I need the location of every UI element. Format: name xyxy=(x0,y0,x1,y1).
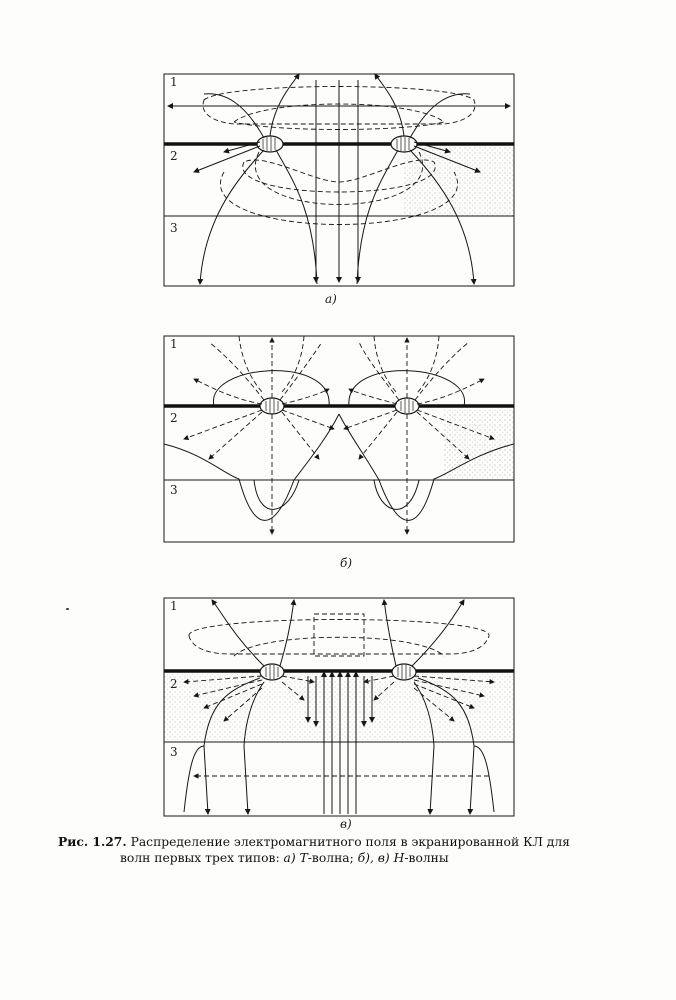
caption-mark-a: а) xyxy=(283,851,296,865)
conductor-left xyxy=(257,136,283,152)
caption-text-1: Распределение электромагнитного поля в экранированной КЛ для xyxy=(130,835,570,849)
layer-label-1: 1 xyxy=(170,599,178,613)
layer-label-2: 2 xyxy=(170,149,178,163)
caption-text-2a: волн первых трех типов: xyxy=(120,851,284,865)
panel-a-label: a) xyxy=(325,292,337,306)
caption-line-1 xyxy=(58,834,628,850)
panel-b-label: б) xyxy=(340,556,353,570)
caption-t-symbol: T xyxy=(295,851,308,865)
conductor-left xyxy=(260,664,284,680)
panel-c-label: в) xyxy=(340,817,352,831)
caption-h-symbol: H xyxy=(389,851,405,865)
field-diagram-c xyxy=(164,596,514,818)
field-diagram-b xyxy=(164,334,514,544)
figure-panel-a xyxy=(164,72,514,288)
dielectric-stipple xyxy=(444,410,514,480)
caption-line-2 xyxy=(58,850,628,866)
layer-label-1: 1 xyxy=(170,337,178,351)
conductor-right xyxy=(392,664,416,680)
layer-label-3: 3 xyxy=(170,221,178,235)
layer-label-3: 3 xyxy=(170,483,178,497)
layer-label-1: 1 xyxy=(170,75,178,89)
layer-label-2: 2 xyxy=(170,411,178,425)
print-speck xyxy=(66,608,69,610)
figure-panel-c xyxy=(164,596,514,818)
caption-text-2b: -волна; xyxy=(307,851,358,865)
field-diagram-a xyxy=(164,72,514,288)
figure-panel-b xyxy=(164,334,514,544)
caption-figure-number: Рис. 1.27. xyxy=(58,834,127,849)
figure-caption xyxy=(58,834,628,866)
conductor-right xyxy=(391,136,417,152)
caption-mark-bc: б), в) xyxy=(357,851,390,865)
layer-label-2: 2 xyxy=(170,677,178,691)
layer-label-3: 3 xyxy=(170,745,178,759)
conductor-right xyxy=(395,398,419,414)
caption-text-2end: -волны xyxy=(404,851,449,865)
conductor-left xyxy=(260,398,284,414)
